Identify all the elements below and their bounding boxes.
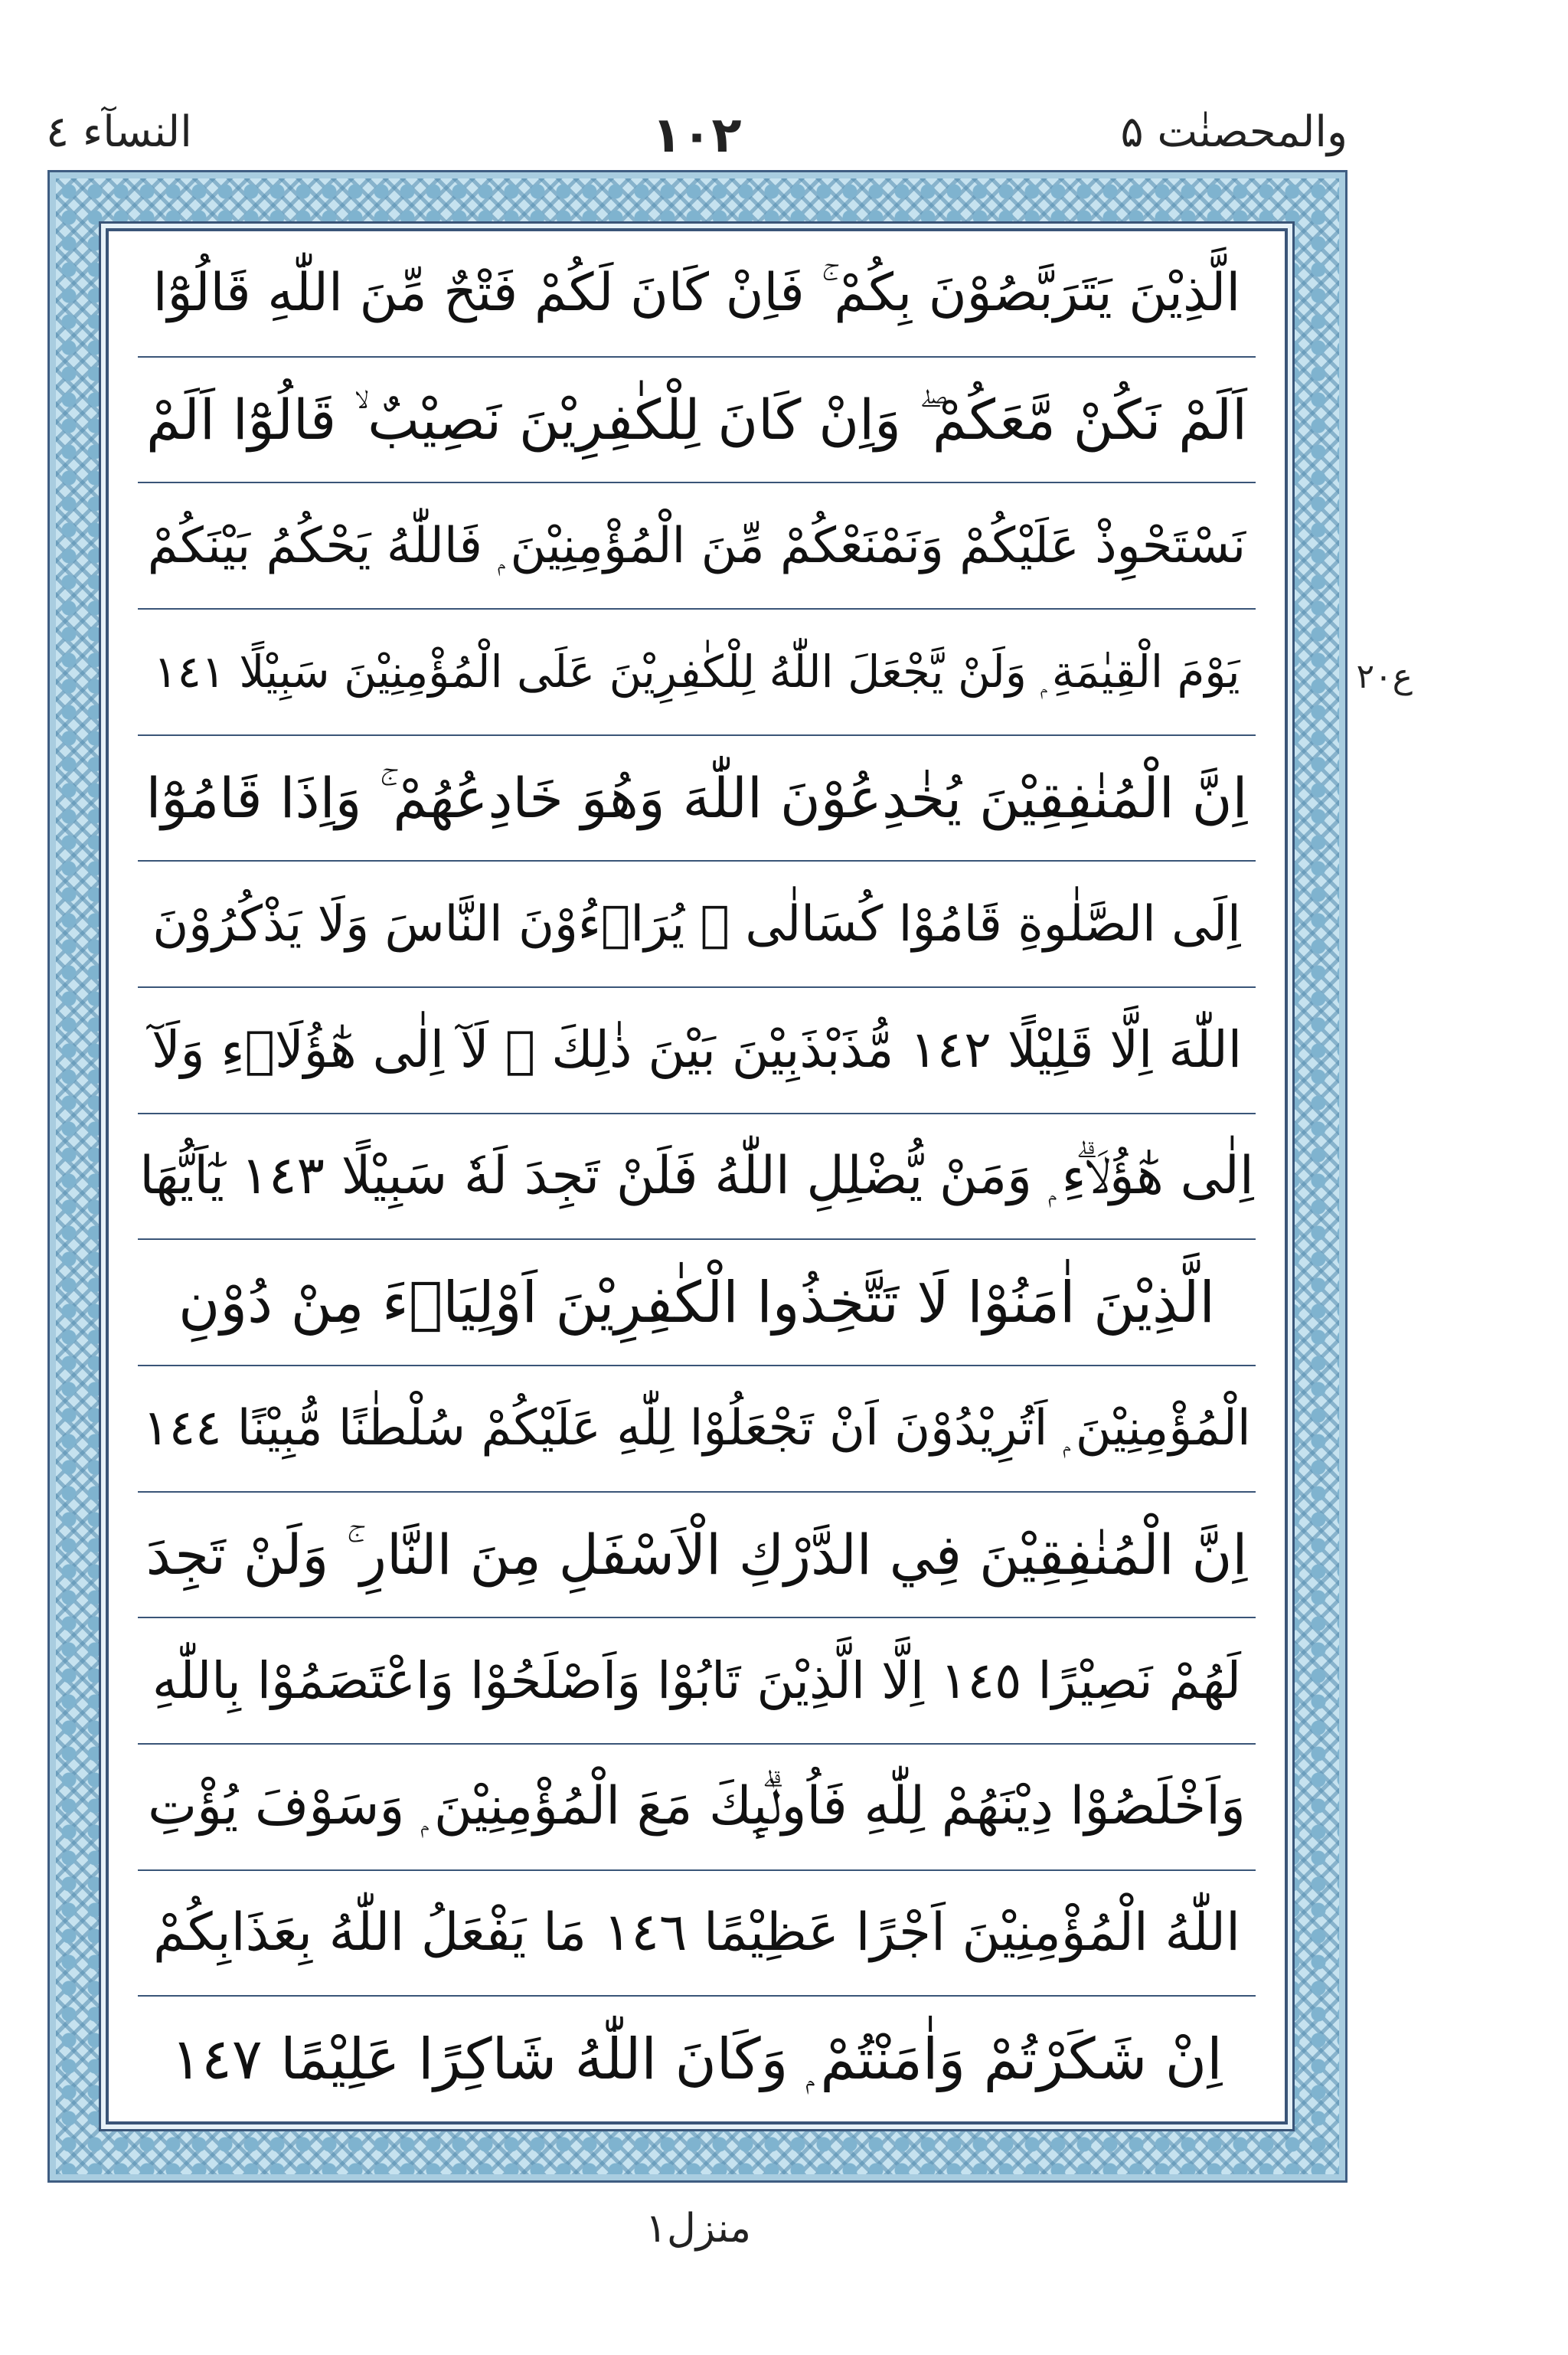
verse-lines <box>109 231 1285 2121</box>
verse-line: اِنَّ الْمُنٰفِقِيْنَ فِي الدَّرْكِ الْاَسْفَلِ مِنَ النَّارِ ۚ وَلَنْ تَجِدَ <box>138 1493 1256 1619</box>
page-header <box>46 92 1348 176</box>
verse-line: اللّٰهُ الْمُؤْمِنِيْنَ اَجْرًا عَظِيْمًا ١٤٦ مَا يَفْعَلُ اللّٰهُ بِعَذَابِكُمْ <box>138 1871 1256 1997</box>
verse-line: اَلَمْ نَكُنْ مَّعَكُمْ ۖ وَاِنْ كَانَ لِلْكٰفِرِيْنَ نَصِيْبٌ ۙ قَالُوْٓا اَلَمْ <box>138 358 1256 484</box>
verse-line: الْمُؤْمِنِيْنَ ۭ اَتُرِيْدُوْنَ اَنْ تَجْعَلُوْا لِلّٰهِ عَلَيْكُمْ سُلْطٰنًا مُّبِيْنًا ١٤٤ <box>138 1366 1256 1493</box>
page-number: ١٠٢ <box>652 107 742 164</box>
verse-line: اِنَّ الْمُنٰفِقِيْنَ يُخٰدِعُوْنَ اللّٰهَ وَهُوَ خَادِعُهُمْ ۚ وَاِذَا قَامُوْٓا <box>138 736 1256 862</box>
verse-line: اِلَى الصَّلٰوةِ قَامُوْا كُسَالٰى ۙ يُرَاۗءُوْنَ النَّاسَ وَلَا يَذْكُرُوْنَ <box>138 862 1256 988</box>
verse-line: اللّٰهَ اِلَّا قَلِيْلًا ١٤٢ مُّذَبْذَبِيْنَ بَيْنَ ذٰلِكَ ۤ لَآ اِلٰى هٰٓؤُلَاۗءِ وَلَآ <box>138 988 1256 1114</box>
verse-line: لَهُمْ نَصِيْرًا ١٤٥ اِلَّا الَّذِيْنَ تَابُوْا وَاَصْلَحُوْا وَاعْتَصَمُوْا بِاللّٰهِ <box>138 1618 1256 1745</box>
verse-line: الَّذِيْنَ اٰمَنُوْا لَا تَتَّخِذُوا الْكٰفِرِيْنَ اَوْلِيَاۗءَ مِنْ دُوْنِ <box>138 1240 1256 1366</box>
verse-line: يَوْمَ الْقِيٰمَةِ ۭ وَلَنْ يَّجْعَلَ اللّٰهُ لِلْكٰفِرِيْنَ عَلَى الْمُؤْمِنِيْنَ سَبِيْلًا ١٤١ <box>138 610 1256 736</box>
surah-name: النسآء ٤ <box>46 107 192 157</box>
verse-line: اِنْ شَكَرْتُمْ وَاٰمَنْتُمْ ۭ وَكَانَ اللّٰهُ شَاكِرًا عَلِيْمًا ١٤٧ <box>171 2026 1223 2092</box>
para-name: والمحصنٰت ۵ <box>1120 107 1348 157</box>
verse-line: نَسْتَحْوِذْ عَلَيْكُمْ وَنَمْنَعْكُمْ مِّنَ الْمُؤْمِنِيْنَ ۭ فَاللّٰهُ يَحْكُمُ بَيْنَكُمْ <box>138 483 1256 610</box>
verse-line: اِلٰى هٰٓؤُلَاۗءِ ۭ وَمَنْ يُّضْلِلِ اللّٰهُ فَلَنْ تَجِدَ لَهٗ سَبِيْلًا ١٤٣ يٰٓاَيُّهَا <box>138 1114 1256 1241</box>
ruku-marker: ع٢٠ <box>1356 657 1413 696</box>
verse-line: وَاَخْلَصُوْا دِيْنَهُمْ لِلّٰهِ فَاُولٰۗىِٕكَ مَعَ الْمُؤْمِنِيْنَ ۭ وَسَوْفَ يُؤْتِ <box>138 1745 1256 1871</box>
text-panel <box>106 228 1288 2124</box>
manzil-footer: منزل١ <box>645 2206 751 2252</box>
verse-line: الَّذِيْنَ يَتَرَبَّصُوْنَ بِكُمْ ۚ فَاِنْ كَانَ لَكُمْ فَتْحٌ مِّنَ اللّٰهِ قَالُوْٓا <box>138 231 1256 358</box>
